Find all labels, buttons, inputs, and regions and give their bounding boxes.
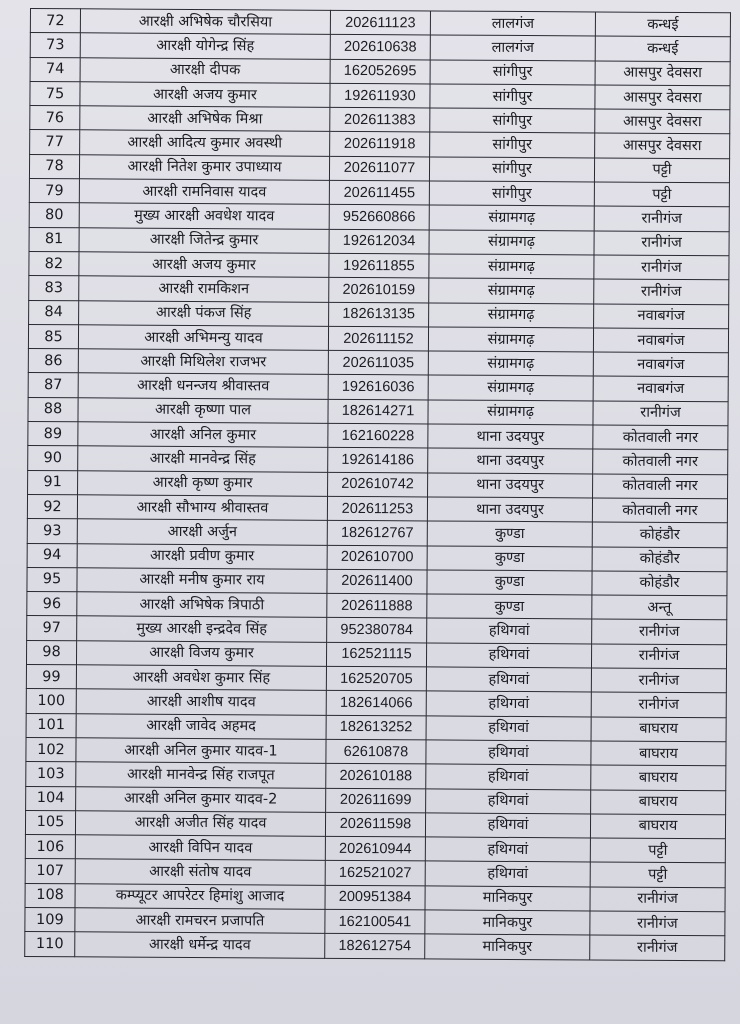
employee-number-cell: 192612034 <box>329 229 429 254</box>
new-posting-cell: कन्धई <box>595 12 730 37</box>
serial-number-cell: 74 <box>30 57 80 82</box>
serial-number-cell: 101 <box>26 713 76 738</box>
table-row <box>25 932 725 961</box>
serial-number-cell: 105 <box>25 810 75 835</box>
new-posting-cell: आसपुर देवसरा <box>595 61 730 86</box>
serial-number-cell: 107 <box>25 859 75 884</box>
serial-number-cell: 77 <box>30 130 80 155</box>
employee-number-cell: 162521115 <box>326 642 426 667</box>
serial-number-cell: 85 <box>28 324 78 349</box>
new-posting-cell: रानीगंज <box>594 231 729 256</box>
employee-number-cell: 182614271 <box>328 399 428 424</box>
employee-number-cell: 952660866 <box>329 205 429 230</box>
current-posting-cell: कुण्डा <box>427 521 592 546</box>
new-posting-cell: बाघराय <box>591 717 726 742</box>
employee-name-cell: आरक्षी अनिल कुमार यादव-2 <box>76 786 326 812</box>
serial-number-cell: 88 <box>28 397 78 422</box>
serial-number-cell: 79 <box>29 179 79 204</box>
employee-number-cell: 202610638 <box>330 35 430 60</box>
current-posting-cell: हथिगवां <box>426 740 591 765</box>
current-posting-cell: हथिगवां <box>426 716 591 741</box>
employee-name-cell: आरक्षी अजय कुमार <box>80 82 330 108</box>
serial-number-cell: 110 <box>25 932 75 957</box>
employee-number-cell: 162521027 <box>325 861 425 886</box>
current-posting-cell: हथिगवां <box>426 764 591 789</box>
employee-name-cell: आरक्षी मिथिलेश राजभर <box>78 349 328 375</box>
current-posting-cell: संग्रामगढ़ <box>429 278 594 303</box>
employee-number-cell: 202611455 <box>329 180 429 205</box>
serial-number-cell: 109 <box>25 907 75 932</box>
serial-number-cell: 87 <box>28 373 78 398</box>
employee-name-cell: मुख्य आरक्षी इन्द्रदेव सिंह <box>77 616 327 642</box>
employee-number-cell: 202610944 <box>325 836 425 861</box>
serial-number-cell: 93 <box>27 519 77 544</box>
employee-name-cell: आरक्षी मानवेन्द्र सिंह राजपूत <box>76 762 326 788</box>
serial-number-cell: 78 <box>29 154 79 179</box>
employee-number-cell: 192611930 <box>330 83 430 108</box>
serial-number-cell: 76 <box>30 106 80 131</box>
current-posting-cell: संग्रामगढ़ <box>429 230 594 255</box>
current-posting-cell: हथिगवां <box>426 691 591 716</box>
new-posting-cell: आसपुर देवसरा <box>595 133 730 158</box>
employee-number-cell: 202611152 <box>328 326 428 351</box>
new-posting-cell: कोहंडौर <box>592 522 727 547</box>
serial-number-cell: 100 <box>26 689 76 714</box>
current-posting-cell: संग्रामगढ़ <box>428 327 593 352</box>
current-posting-cell: हथिगवां <box>426 788 591 813</box>
current-posting-cell: सांगीपुर <box>430 132 595 157</box>
serial-number-cell: 99 <box>26 665 76 690</box>
new-posting-cell: रानीगंज <box>590 887 725 912</box>
new-posting-cell: आसपुर देवसरा <box>595 109 730 134</box>
employee-number-cell: 182612754 <box>325 934 425 959</box>
employee-number-cell: 202611699 <box>326 788 426 813</box>
new-posting-cell: रानीगंज <box>591 644 726 669</box>
employee-number-cell: 62610878 <box>326 739 426 764</box>
serial-number-cell: 89 <box>28 422 78 447</box>
new-posting-cell: कोतवाली नगर <box>593 474 728 499</box>
current-posting-cell: मानिकपुर <box>425 910 590 935</box>
new-posting-cell: पट्टी <box>590 838 725 863</box>
serial-number-cell: 104 <box>26 786 76 811</box>
current-posting-cell: सांगीपुर <box>430 108 595 133</box>
new-posting-cell: बाघराय <box>590 814 725 839</box>
employee-number-cell: 182613135 <box>329 302 429 327</box>
employee-name-cell: आरक्षी कृष्ण कुमार <box>78 470 328 496</box>
employee-number-cell: 202611035 <box>328 350 428 375</box>
employee-name-cell: मुख्य आरक्षी अवधेश यादव <box>79 203 329 229</box>
serial-number-cell: 80 <box>29 203 79 228</box>
current-posting-cell: कुण्डा <box>427 545 592 570</box>
new-posting-cell: कोहंडौर <box>592 546 727 571</box>
employee-number-cell: 202611400 <box>327 569 427 594</box>
employee-number-cell: 202611918 <box>330 132 430 157</box>
serial-number-cell: 90 <box>28 446 78 471</box>
new-posting-cell: कोहंडौर <box>592 571 727 596</box>
current-posting-cell: कुण्डा <box>427 594 592 619</box>
employee-name-cell: आरक्षी मानवेन्द्र सिंह <box>78 446 328 472</box>
new-posting-cell: नवाबगंज <box>593 328 728 353</box>
employee-number-cell: 952380784 <box>327 618 427 643</box>
employee-name-cell: आरक्षी अभिषेक चौरसिया <box>80 9 330 35</box>
employee-name-cell: आरक्षी अवधेश कुमार सिंह <box>76 665 326 691</box>
employee-number-cell: 192611855 <box>329 253 429 278</box>
employee-number-cell: 192614186 <box>328 448 428 473</box>
employee-name-cell: आरक्षी अनिल कुमार यादव-1 <box>76 738 326 764</box>
current-posting-cell: सांगीपुर <box>429 157 594 182</box>
employee-name-cell: आरक्षी पंकज सिंह <box>79 300 329 326</box>
serial-number-cell: 106 <box>25 835 75 860</box>
employee-number-cell: 182613252 <box>326 715 426 740</box>
employee-number-cell: 202610188 <box>326 764 426 789</box>
employee-number-cell: 202611123 <box>330 10 430 35</box>
current-posting-cell: कुण्डा <box>427 570 592 595</box>
employee-number-cell: 182614066 <box>326 691 426 716</box>
current-posting-cell: लालगंज <box>430 11 595 36</box>
employee-number-cell: 162160228 <box>328 423 428 448</box>
new-posting-cell: कन्धई <box>595 36 730 61</box>
employee-number-cell: 202611383 <box>330 108 430 133</box>
current-posting-cell: लालगंज <box>430 35 595 60</box>
new-posting-cell: पट्टी <box>594 158 729 183</box>
employee-name-cell: आरक्षी नितेश कुमार उपाध्याय <box>79 155 329 181</box>
employee-name-cell: आरक्षी अजय कुमार <box>79 252 329 278</box>
employee-name-cell: आरक्षी सौभाग्य श्रीवास्तव <box>77 495 327 521</box>
transfer-table-body <box>25 9 731 961</box>
current-posting-cell: हथिगवां <box>426 643 591 668</box>
current-posting-cell: थाना उदयपुर <box>427 497 592 522</box>
employee-name-cell: आरक्षी जावेद अहमद <box>76 713 326 739</box>
new-posting-cell: कोतवाली नगर <box>592 498 727 523</box>
new-posting-cell: रानीगंज <box>594 255 729 280</box>
serial-number-cell: 96 <box>27 592 77 617</box>
serial-number-cell: 97 <box>27 616 77 641</box>
employee-name-cell: आरक्षी दीपक <box>80 57 330 83</box>
employee-number-cell: 192616036 <box>328 375 428 400</box>
current-posting-cell: थाना उदयपुर <box>428 424 593 449</box>
new-posting-cell: रानीगंज <box>594 279 729 304</box>
employee-name-cell: आरक्षी विपिन यादव <box>75 835 325 861</box>
current-posting-cell: संग्रामगढ़ <box>429 205 594 230</box>
new-posting-cell: नवाबगंज <box>593 352 728 377</box>
new-posting-cell: रानीगंज <box>590 935 725 960</box>
employee-name-cell: आरक्षी योगेन्द्र सिंह <box>80 33 330 59</box>
new-posting-cell: रानीगंज <box>594 206 729 231</box>
employee-number-cell: 182612767 <box>327 521 427 546</box>
employee-name-cell: आरक्षी धर्मेन्द्र यादव <box>75 932 325 958</box>
serial-number-cell: 73 <box>30 33 80 58</box>
current-posting-cell: संग्रामगढ़ <box>428 400 593 425</box>
employee-name-cell: आरक्षी अनिल कुमार <box>78 422 328 448</box>
serial-number-cell: 92 <box>27 494 77 519</box>
current-posting-cell: हथिगवां <box>425 813 590 838</box>
employee-name-cell: आरक्षी रामनिवास यादव <box>79 179 329 205</box>
transfer-table <box>24 8 731 961</box>
employee-name-cell: आरक्षी अभिमन्यु यादव <box>78 325 328 351</box>
current-posting-cell: सांगीपुर <box>429 181 594 206</box>
employee-name-cell: कम्प्यूटर आपरेटर हिमांशु आजाद <box>75 883 325 909</box>
serial-number-cell: 83 <box>29 276 79 301</box>
new-posting-cell: रानीगंज <box>591 692 726 717</box>
employee-name-cell: आरक्षी कृष्णा पाल <box>78 398 328 424</box>
serial-number-cell: 91 <box>28 470 78 495</box>
current-posting-cell: हथिगवां <box>426 667 591 692</box>
employee-name-cell: आरक्षी संतोष यादव <box>75 859 325 885</box>
current-posting-cell: मानिकपुर <box>425 934 590 959</box>
serial-number-cell: 82 <box>29 251 79 276</box>
employee-number-cell: 202610700 <box>327 545 427 570</box>
new-posting-cell: पट्टी <box>594 182 729 207</box>
current-posting-cell: थाना उदयपुर <box>428 448 593 473</box>
employee-name-cell: आरक्षी आदित्य कुमार अवस्थी <box>80 130 330 156</box>
current-posting-cell: सांगीपुर <box>430 84 595 109</box>
serial-number-cell: 94 <box>27 543 77 568</box>
employee-number-cell: 200951384 <box>325 885 425 910</box>
serial-number-cell: 103 <box>26 762 76 787</box>
current-posting-cell: सांगीपुर <box>430 60 595 85</box>
serial-number-cell: 95 <box>27 567 77 592</box>
current-posting-cell: हथिगवां <box>425 861 590 886</box>
new-posting-cell: कोतवाली नगर <box>593 425 728 450</box>
serial-number-cell: 84 <box>29 300 79 325</box>
employee-name-cell: आरक्षी अभिषेक मिश्रा <box>80 106 330 132</box>
new-posting-cell: रानीगंज <box>593 401 728 426</box>
new-posting-cell: नवाबगंज <box>593 376 728 401</box>
employee-name-cell: आरक्षी मनीष कुमार राय <box>77 568 327 594</box>
new-posting-cell: रानीगंज <box>591 668 726 693</box>
new-posting-cell: अन्तू <box>592 595 727 620</box>
employee-number-cell: 202611253 <box>327 496 427 521</box>
serial-number-cell: 75 <box>30 81 80 106</box>
current-posting-cell: संग्रामगढ़ <box>428 375 593 400</box>
employee-name-cell: आरक्षी अभिषेक त्रिपाठी <box>77 592 327 618</box>
employee-name-cell: आरक्षी अर्जुन <box>77 519 327 545</box>
serial-number-cell: 102 <box>26 737 76 762</box>
serial-number-cell: 108 <box>25 883 75 908</box>
serial-number-cell: 86 <box>28 349 78 374</box>
employee-name-cell: आरक्षी धनन्जय श्रीवास्तव <box>78 373 328 399</box>
current-posting-cell: मानिकपुर <box>425 886 590 911</box>
employee-number-cell: 162052695 <box>330 59 430 84</box>
new-posting-cell: बाघराय <box>591 765 726 790</box>
current-posting-cell: हथिगवां <box>425 837 590 862</box>
employee-number-cell: 202610159 <box>329 278 429 303</box>
employee-number-cell: 202611077 <box>329 156 429 181</box>
current-posting-cell: थाना उदयपुर <box>428 473 593 498</box>
new-posting-cell: आसपुर देवसरा <box>595 85 730 110</box>
employee-name-cell: आरक्षी प्रवीण कुमार <box>77 543 327 569</box>
current-posting-cell: हथिगवां <box>427 618 592 643</box>
employee-number-cell: 162100541 <box>325 909 425 934</box>
employee-name-cell: आरक्षी विजय कुमार <box>76 641 326 667</box>
employee-name-cell: आरक्षी अजीत सिंह यादव <box>75 811 325 837</box>
new-posting-cell: रानीगंज <box>592 619 727 644</box>
employee-number-cell: 202611598 <box>325 812 425 837</box>
current-posting-cell: संग्रामगढ़ <box>429 254 594 279</box>
employee-name-cell: आरक्षी रामकिशन <box>79 276 329 302</box>
new-posting-cell: नवाबगंज <box>594 304 729 329</box>
current-posting-cell: संग्रामगढ़ <box>429 303 594 328</box>
new-posting-cell: बाघराय <box>591 789 726 814</box>
employee-name-cell: आरक्षी रामचरन प्रजापति <box>75 908 325 934</box>
employee-number-cell: 202610742 <box>328 472 428 497</box>
new-posting-cell: कोतवाली नगर <box>593 449 728 474</box>
serial-number-cell: 72 <box>30 9 80 34</box>
new-posting-cell: बाघराय <box>591 741 726 766</box>
employee-number-cell: 162520705 <box>326 666 426 691</box>
current-posting-cell: संग्रामगढ़ <box>428 351 593 376</box>
employee-name-cell: आरक्षी जितेन्द्र कुमार <box>79 227 329 253</box>
employee-name-cell: आरक्षी आशीष यादव <box>76 689 326 715</box>
employee-number-cell: 202611888 <box>327 593 427 618</box>
new-posting-cell: पट्टी <box>590 862 725 887</box>
serial-number-cell: 98 <box>26 640 76 665</box>
serial-number-cell: 81 <box>29 227 79 252</box>
new-posting-cell: रानीगंज <box>590 911 725 936</box>
